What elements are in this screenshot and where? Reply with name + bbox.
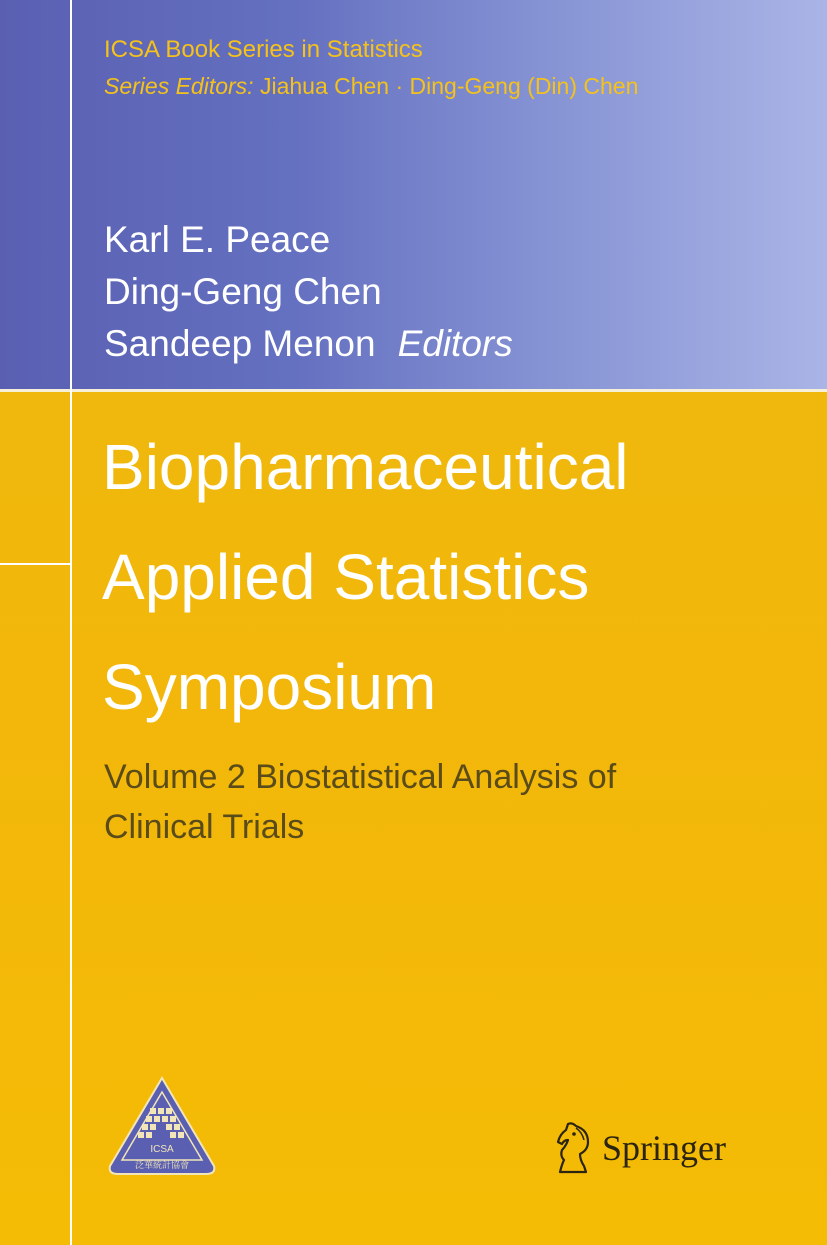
series-editors-label: Series Editors: xyxy=(104,73,254,99)
series-editors xyxy=(104,68,638,104)
editor-name-with-role xyxy=(104,318,513,370)
book-subtitle-line: Volume 2 Biostatistical Analysis of xyxy=(104,758,617,796)
series-block xyxy=(104,32,638,104)
series-title: ICSA Book Series in Statistics xyxy=(104,36,423,63)
icsa-seal-text: ICSA xyxy=(150,1144,174,1155)
editor-name: Sandeep Menon xyxy=(104,323,376,364)
editor-name: Ding-Geng Chen xyxy=(104,271,382,312)
book-title xyxy=(102,412,802,742)
series-editors-names: Jiahua Chen · Ding-Geng (Din) Chen xyxy=(259,73,639,99)
publisher-name: Springer xyxy=(602,1128,726,1168)
editor-name: Karl E. Peace xyxy=(104,219,331,260)
book-title-line: Applied Statistics xyxy=(102,541,590,613)
short-horizontal-divider xyxy=(0,563,70,565)
editors-role: Editors xyxy=(397,323,513,364)
book-subtitle-line: Clinical Trials xyxy=(104,808,305,846)
horizontal-divider xyxy=(0,389,827,392)
springer-knight-icon xyxy=(550,1120,596,1176)
vertical-divider xyxy=(70,0,72,1245)
book-subtitle xyxy=(104,752,784,852)
book-title-line: Symposium xyxy=(102,651,437,723)
book-title-line: Biopharmaceutical xyxy=(102,431,629,503)
icsa-seal-chinese-text: 泛華統計協會 xyxy=(134,1161,190,1171)
editors-block xyxy=(104,214,513,370)
publisher-logo xyxy=(550,1118,726,1178)
icsa-seal-icon xyxy=(106,1076,218,1176)
